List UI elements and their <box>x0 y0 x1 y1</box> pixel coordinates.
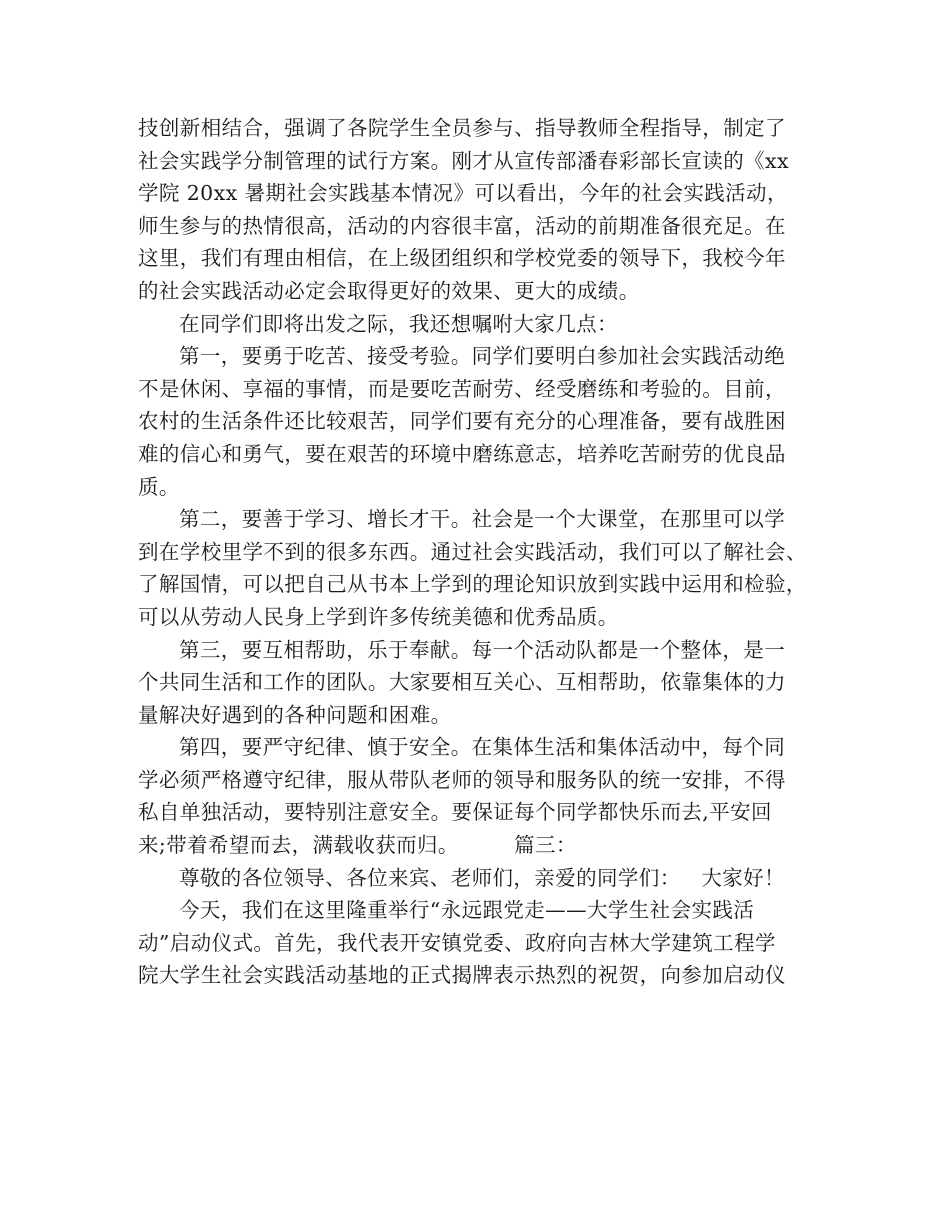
text-line: 这里，我们有理由相信，在上级团组织和学校党委的领导下，我校今年 <box>138 246 786 271</box>
text-line: 技创新相结合，强调了各院学生全员参与、指导教师全程指导，制定了 <box>138 116 786 140</box>
text-line: 第四，要严守纪律、慎于安全。在集体生活和集体活动中，每个同 <box>179 735 786 760</box>
text-line: 第三，要互相帮助，乐于奉献。每一个活动队都是一个整体，是一 <box>179 637 786 662</box>
text-line: 可以从劳动人民身上学到许多传统美德和优秀品质。 <box>138 604 619 629</box>
text-line: 动”启动仪式。首先，我代表开安镇党委、政府向吉林大学建筑工程学 <box>138 930 776 955</box>
text-line: 不是休闲、享福的事情，而是要吃苦耐劳、经受磨练和考验的。目前， <box>138 376 786 401</box>
text-line: 个共同生活和工作的团队。大家要相互关心、互相帮助，依靠集体的力 <box>138 670 786 695</box>
text-line: 第一，要勇于吃苦、接受考验。同学们要明白参加社会实践活动绝 <box>179 344 786 369</box>
text-line: 来;带着希望而去，满载收获而归。 篇三： <box>138 833 577 858</box>
text-line: 院大学生社会实践活动基地的正式揭牌表示热烈的祝贺，向参加启动仪 <box>138 963 786 988</box>
text-line: 农村的生活条件还比较艰苦，同学们要有充分的心理准备，要有战胜困 <box>138 409 786 434</box>
text-line: 学必须严格遵守纪律，服从带队老师的领导和服务队的统一安排，不得 <box>138 767 786 792</box>
text-line: 第二，要善于学习、增长才干。社会是一个大课堂，在那里可以学 <box>179 507 786 532</box>
text-line: 质。 <box>138 474 180 499</box>
text-line: 了解国情，可以把自己从书本上学到的理论知识放到实践中运用和检验， <box>138 572 807 597</box>
text-line: 尊敬的各位领导、各位来宾、老师们，亲爱的同学们： 大家好！ <box>179 865 785 890</box>
text-line: 量解决好遇到的各种问题和困难。 <box>138 702 452 727</box>
text-line: 的社会实践活动必定会取得更好的效果、更大的成绩。 <box>138 278 640 303</box>
text-line: 到在学校里学不到的很多东西。通过社会实践活动，我们可以了解社会、 <box>138 539 807 564</box>
text-line: 社会实践学分制管理的试行方案。刚才从宣传部潘春彩部长宣读的《xx <box>138 148 789 173</box>
text-line: 师生参与的热情很高，活动的内容很丰富，活动的前期准备很充足。在 <box>138 213 786 238</box>
document-page <box>138 112 814 992</box>
text-line: 今天，我们在这里隆重举行“永远跟党走——大学生社会实践活 <box>179 898 755 923</box>
text-line: 在同学们即将出发之际，我还想嘱咐大家几点： <box>179 311 618 336</box>
text-line: 学院 20xx 暑期社会实践基本情况》可以看出，今年的社会实践活动， <box>138 181 788 206</box>
text-line: 难的信心和勇气，要在艰苦的环境中磨练意志，培养吃苦耐劳的优良品 <box>138 441 786 466</box>
text-line: 私自单独活动，要特别注意安全。要保证每个同学都快乐而去,平安回 <box>138 800 772 825</box>
